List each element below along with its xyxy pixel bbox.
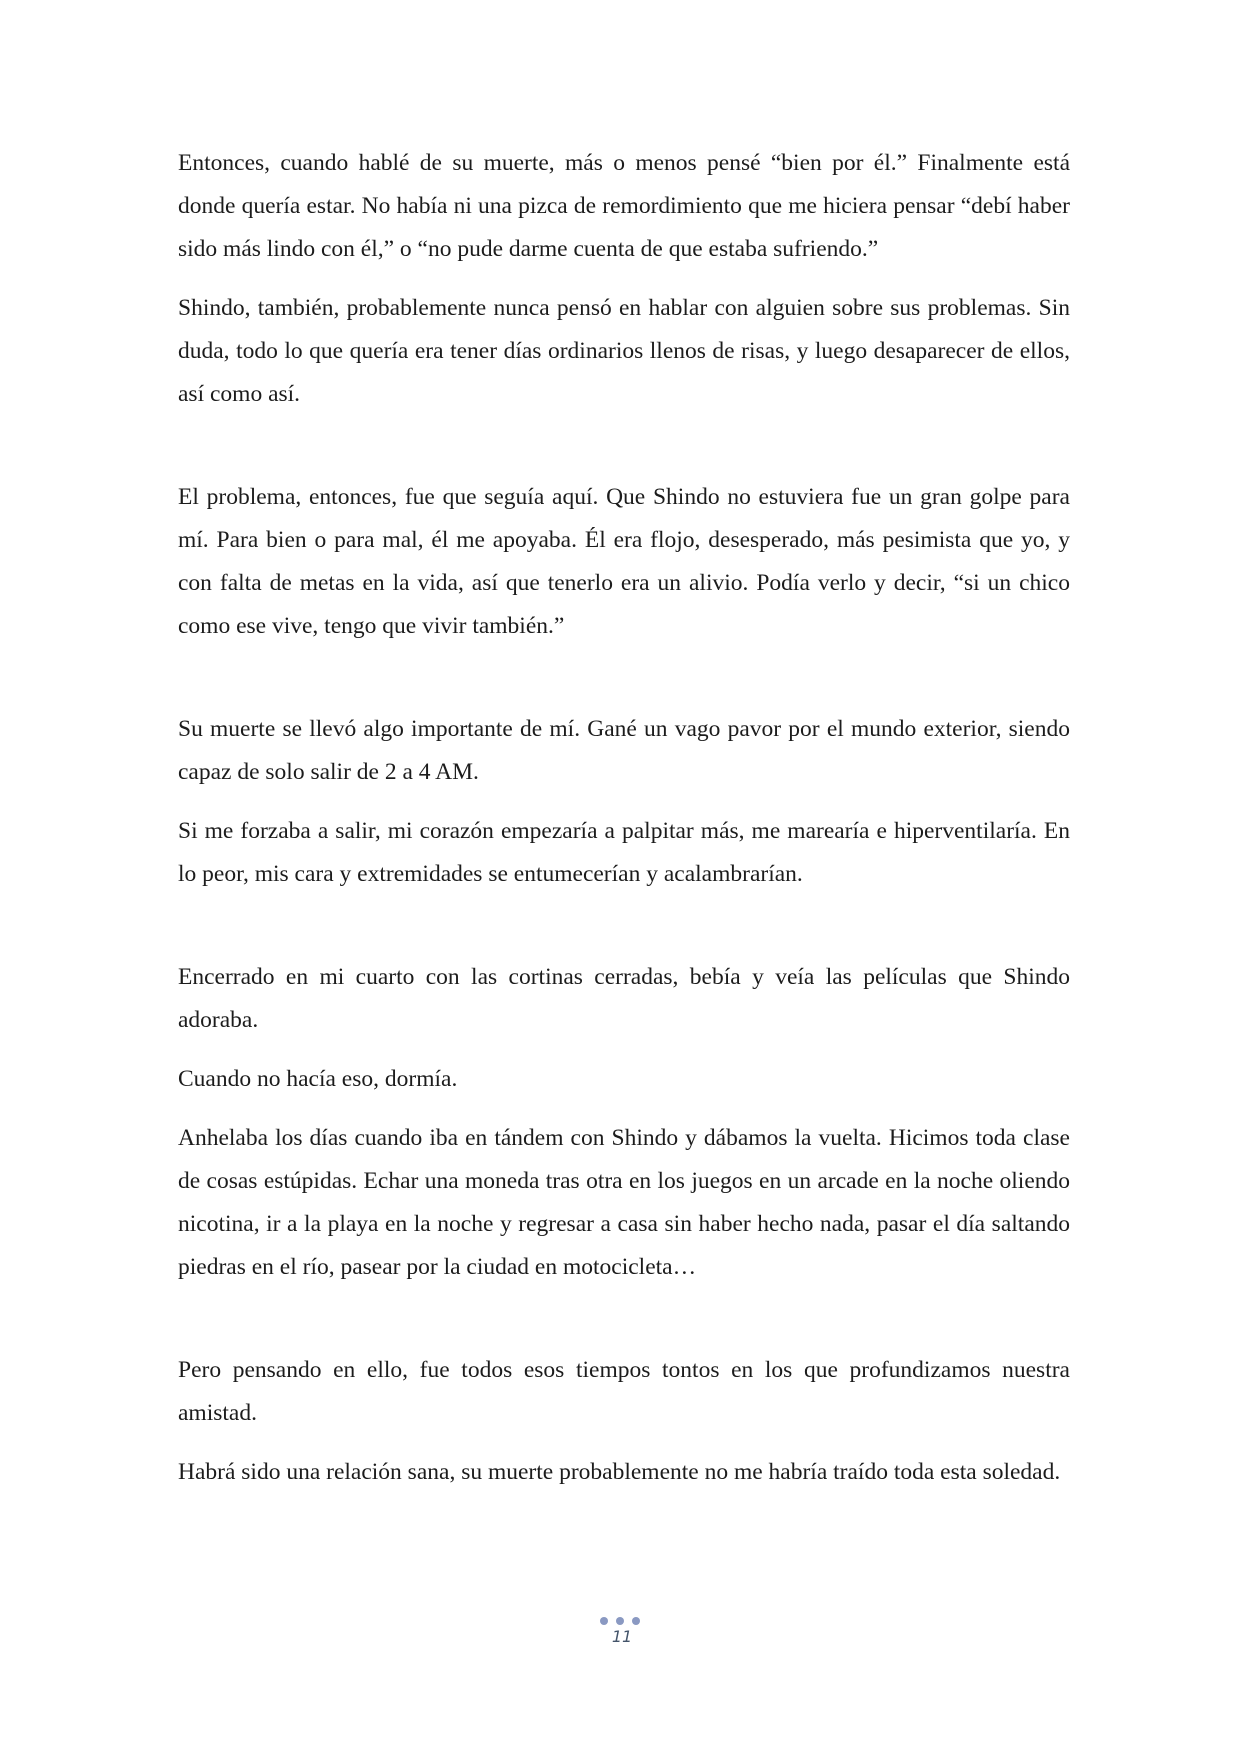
section-break — [178, 912, 1070, 956]
paragraph: Pero pensando en ello, fue todos esos tiempos tontos en los que profundizamos nuestra amistad. — [178, 1357, 1070, 1426]
dot-icon — [616, 1617, 624, 1625]
paragraph: El problema, entonces, fue que seguía aquí. Que Shindo no estuviera fue un gran golpe para mí. Para bien o para mal, él me apoyaba. Él era flojo, desesperado, más pesimista que yo, y con falta de metas en la vida, así que tenerlo era un alivio. Podía verlo y decir, “si un chico como ese vive, tengo que vivir también.” — [178, 484, 1070, 639]
paragraph: Shindo, también, probablemente nunca pensó en hablar con alguien sobre sus problemas. Sin duda, todo lo que quería era tener días ordinarios llenos de risas, y luego desaparecer de ellos, así como así. — [178, 295, 1070, 407]
section-break — [178, 664, 1070, 708]
paragraph: Su muerte se llevó algo importante de mí. Gané un vago pavor por el mundo exterior, siendo capaz de solo salir de 2 a 4 AM. — [178, 716, 1070, 785]
document-body — [178, 142, 1070, 1510]
paragraph: Entonces, cuando hablé de su muerte, más o menos pensé “bien por él.” Finalmente está donde quería estar. No había ni una pizca de remordimiento que me hiciera pensar “debí haber sido más lindo con él,” o “no pude darme cuenta de que estaba sufriendo.” — [178, 150, 1070, 262]
page-number: 11 — [611, 1627, 633, 1646]
paragraph: Encerrado en mi cuarto con las cortinas cerradas, bebía y veía las películas que Shindo adoraba. — [178, 964, 1070, 1033]
dot-icon — [632, 1617, 640, 1625]
paragraph: Habrá sido una relación sana, su muerte probablemente no me habría traído toda esta soledad. — [178, 1459, 1061, 1485]
paragraph: Anhelaba los días cuando iba en tándem con Shindo y dábamos la vuelta. Hicimos toda clase de cosas estúpidas. Echar una moneda tras otra en los juegos en un arcade en la noche oliendo nicotina, ir a la playa en la noche y regresar a casa sin haber hecho nada, pasar el día saltando piedras en el río, pasear por la ciudad en motocicleta… — [178, 1125, 1070, 1280]
paragraph: Cuando no hacía eso, dormía. — [178, 1066, 458, 1092]
paragraph: Si me forzaba a salir, mi corazón empezaría a palpitar más, me marearía e hiperventilaría. En lo peor, mis cara y extremidades se entumecerían y acalambrarían. — [178, 818, 1070, 887]
three-dots-ornament-icon — [600, 1617, 644, 1627]
dot-icon — [600, 1617, 608, 1625]
section-break — [178, 432, 1070, 476]
page-footer — [0, 1617, 1240, 1677]
section-break — [178, 1305, 1070, 1349]
